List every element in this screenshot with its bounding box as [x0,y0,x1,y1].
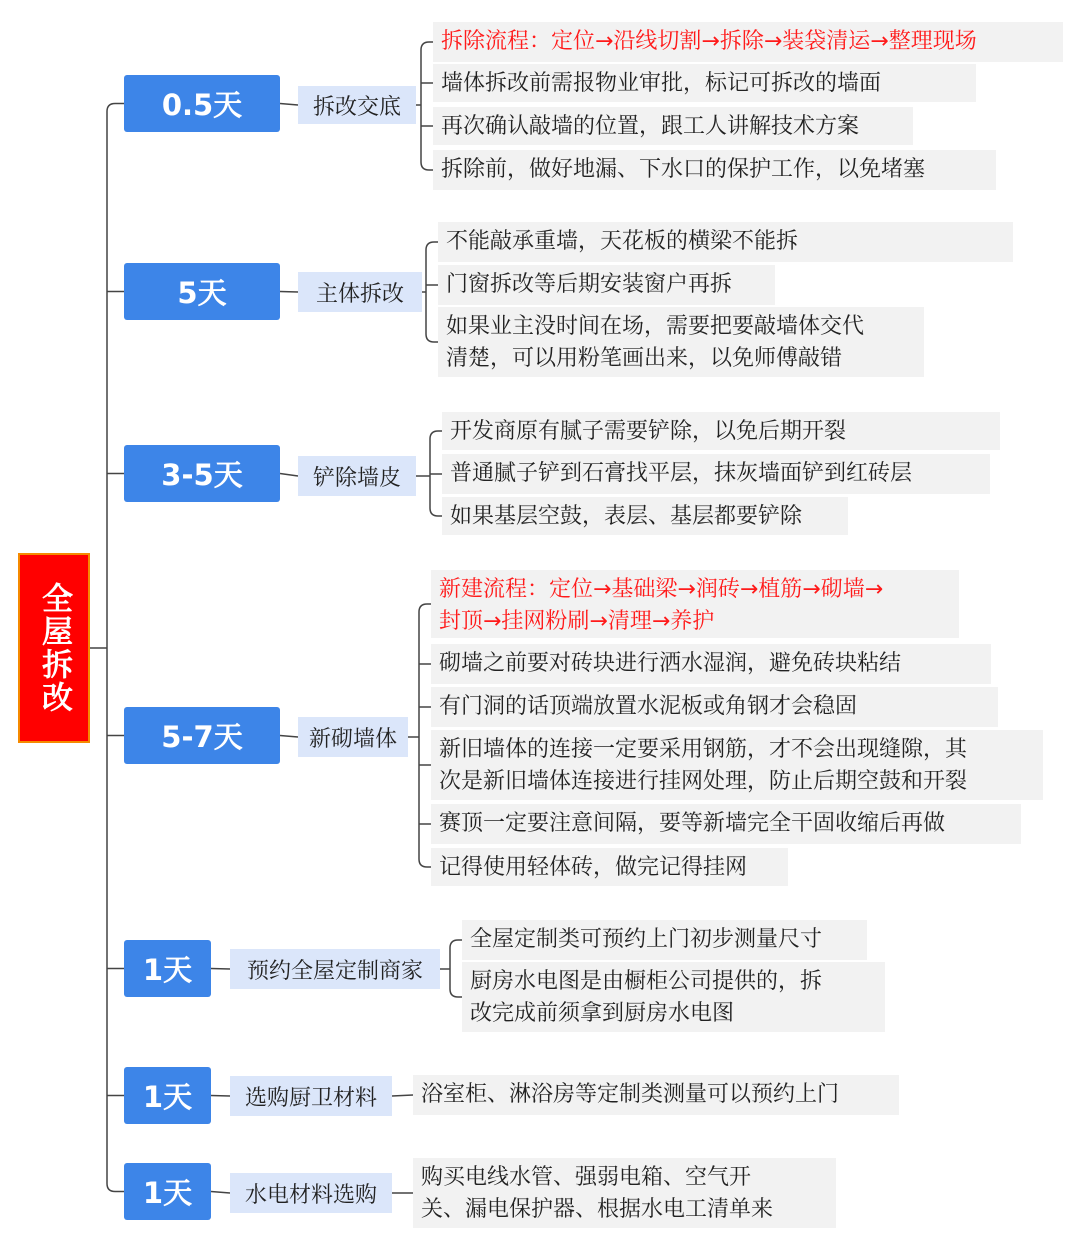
topic-label: 预约全屋定制商家 [230,949,440,989]
note-item: 记得使用轻体砖，做完记得挂网 [431,848,788,886]
leaf-connector [426,242,438,250]
leaf-connector [430,508,442,516]
leaf-connector [426,334,438,342]
note-item: 如果基层空鼓，表层、基层都要铲除 [442,497,848,535]
topic-connector [211,969,230,970]
note-item: 砌墙之前要对砖块进行洒水湿润，避免砖块粘结 [431,644,991,684]
topic-label: 水电材料选购 [230,1173,392,1213]
topic-connector [211,1192,230,1194]
branch-connector [107,104,124,112]
branch-connector [107,1184,124,1192]
note-item: 购买电线水管、强弱电箱、空气开 关、漏电保护器、根据水电工清单来 [413,1158,836,1228]
topic-label: 拆改交底 [298,86,416,124]
topic-label: 新砌墙体 [298,717,408,757]
note-item: 拆除前，做好地漏、下水口的保护工作，以免堵塞 [433,150,996,190]
note-item: 墙体拆改前需报物业审批，标记可拆改的墙面 [433,64,976,102]
note-item: 全屋定制类可预约上门初步测量尺寸 [462,920,867,960]
leaf-connector [430,431,442,439]
topic-connector [280,474,298,477]
leaf-connector [419,604,431,612]
note-item: 普通腻子铲到石膏找平层，抹灰墙面铲到红砖层 [442,454,990,494]
leaf-connector [421,162,433,170]
duration-badge: 0.5天 [124,75,280,132]
note-item: 开发商原有腻子需要铲除，以免后期开裂 [442,412,1000,450]
topic-connector [280,736,298,738]
leaf-connector [421,42,433,50]
note-item: 如果业主没时间在场，需要把要敲墙体交代 清楚，可以用粉笔画出来，以免师傅敲错 [438,307,924,377]
note-item: 新旧墙体的连接一定要采用钢筋，才不会出现缝隙，其 次是新旧墙体连接进行挂网处理，防止后期空鼓和开裂 [431,730,1043,800]
leaf-connector [392,1095,413,1096]
note-item: 浴室柜、淋浴房等定制类测量可以预约上门 [413,1075,899,1115]
process-note: 拆除流程：定位→沿线切割→拆除→装袋清运→整理现场 [433,22,1063,62]
note-item: 厨房水电图是由橱柜公司提供的，拆 改完成前须拿到厨房水电图 [462,962,885,1032]
leaf-connector [450,940,462,948]
topic-connector [280,104,298,106]
topic-label: 选购厨卫材料 [230,1076,392,1116]
leaf-connector [419,859,431,867]
note-item: 不能敲承重墙，天花板的横梁不能拆 [438,222,1013,262]
duration-badge: 5天 [124,263,280,320]
topic-label: 主体拆改 [298,272,422,312]
note-item: 再次确认敲墙的位置，跟工人讲解技术方案 [433,107,913,145]
duration-badge: 5-7天 [124,707,280,764]
leaf-connector [450,989,462,997]
root-node: 全屋拆改 [18,553,90,743]
duration-badge: 1天 [124,1067,211,1124]
note-item: 有门洞的话顶端放置水泥板或角钢才会稳固 [431,687,998,727]
note-item: 赛顶一定要注意间隔，要等新墙完全干固收缩后再做 [431,804,1021,844]
duration-badge: 1天 [124,1163,211,1220]
note-item: 门窗拆改等后期安装窗户再拆 [438,265,775,305]
topic-connector [280,292,298,293]
duration-badge: 3-5天 [124,445,280,502]
process-note: 新建流程：定位→基础梁→润砖→植筋→砌墙→ 封顶→挂网粉刷→清理→养护 [431,570,959,638]
duration-badge: 1天 [124,940,211,997]
topic-label: 铲除墙皮 [298,456,416,496]
topic-connector [211,1096,230,1097]
